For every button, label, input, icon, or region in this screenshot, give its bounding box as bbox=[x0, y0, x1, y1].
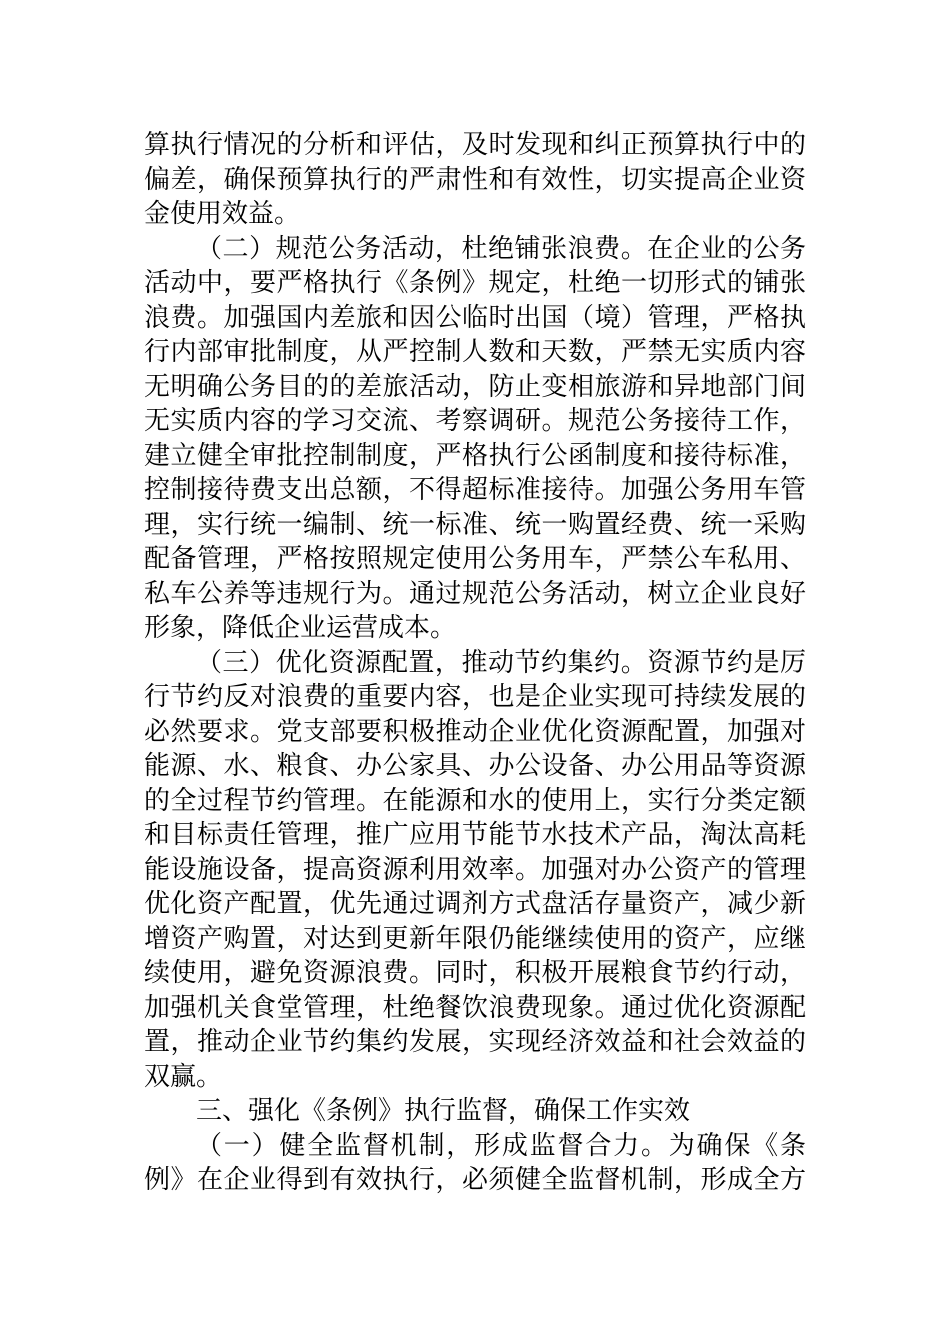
text-line: （一）健全监督机制，形成监督合力。为确保《条 bbox=[196, 1130, 806, 1161]
text-line: 理，实行统一编制、统一标准、统一购置经费、统一采购 bbox=[144, 509, 806, 540]
text-line: 加强机关食堂管理，杜绝餐饮浪费现象。通过优化资源配 bbox=[144, 992, 806, 1023]
text-line: 行节约反对浪费的重要内容，也是企业实现可持续发展的 bbox=[144, 682, 806, 712]
text-line: 无明确公务目的的差旅活动，防止变相旅游和异地部门间 bbox=[144, 371, 806, 402]
text-line: 能源、水、粮食、办公家具、办公设备、办公用品等资源 bbox=[144, 751, 806, 781]
text-line: 能设施设备，提高资源利用效率。加强对办公资产的管理 bbox=[144, 854, 806, 885]
document-body bbox=[144, 128, 806, 1198]
text-line: 形象，降低企业运营成本。 bbox=[144, 613, 457, 643]
text-line: 增资产购置，对达到更新年限仍能继续使用的资产，应继 bbox=[144, 923, 806, 954]
text-line: 续使用，避免资源浪费。同时，积极开展粮食节约行动， bbox=[144, 958, 806, 988]
text-line: （三）优化资源配置，推动节约集约。资源节约是厉 bbox=[196, 647, 806, 678]
text-line: 优化资产配置，优先通过调剂方式盘活存量资产，减少新 bbox=[144, 889, 806, 919]
text-line: 必然要求。党支部要积极推动企业优化资源配置，加强对 bbox=[144, 716, 806, 747]
text-line: 建立健全审批控制制度，严格执行公函制度和接待标准， bbox=[144, 440, 806, 471]
text-line: 例》在企业得到有效执行，必须健全监督机制，形成全方 bbox=[144, 1165, 806, 1195]
text-line: 活动中，要严格执行《条例》规定，杜绝一切形式的铺张 bbox=[144, 268, 806, 298]
text-line: 行内部审批制度，从严控制人数和天数，严禁无实质内容 bbox=[144, 337, 806, 367]
text-line: 私车公养等违规行为。通过规范公务活动，树立企业良好 bbox=[144, 578, 806, 609]
text-line: 和目标责任管理，推广应用节能节水技术产品，淘汰高耗 bbox=[144, 820, 806, 850]
text-line: 无实质内容的学习交流、考察调研。规范公务接待工作， bbox=[144, 406, 806, 436]
text-line: 金使用效益。 bbox=[144, 199, 301, 229]
section-heading: 三、强化《条例》执行监督，确保工作实效 bbox=[196, 1096, 691, 1126]
text-line: 浪费。加强国内差旅和因公临时出国（境）管理，严格执 bbox=[144, 302, 806, 333]
text-line: （二）规范公务活动，杜绝铺张浪费。在企业的公务 bbox=[196, 233, 806, 264]
text-line: 算执行情况的分析和评估，及时发现和纠正预算执行中的 bbox=[144, 130, 806, 160]
text-line: 双赢。 bbox=[144, 1061, 223, 1092]
text-line: 置，推动企业节约集约发展，实现经济效益和社会效益的 bbox=[144, 1027, 806, 1057]
text-line: 控制接待费支出总额，不得超标准接待。加强公务用车管 bbox=[144, 475, 806, 505]
text-line: 偏差，确保预算执行的严肃性和有效性，切实提高企业资 bbox=[144, 164, 806, 195]
text-line: 配备管理，严格按照规定使用公务用车，严禁公车私用、 bbox=[144, 544, 806, 574]
text-line: 的全过程节约管理。在能源和水的使用上，实行分类定额 bbox=[144, 785, 806, 816]
